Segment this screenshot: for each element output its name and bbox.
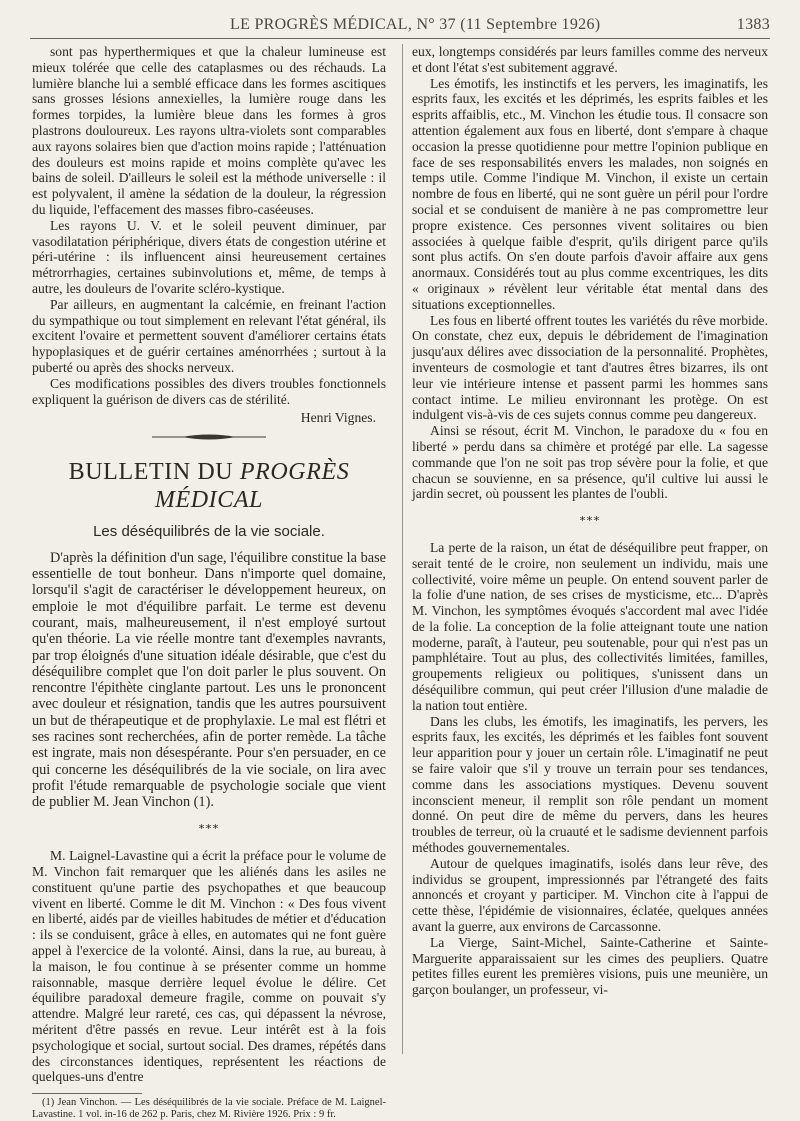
paragraph: eux, longtemps considérés par leurs familles comme des nerveux et dont l'état s'est subitement aggravé. <box>412 44 768 75</box>
column-divider <box>402 44 403 1054</box>
paragraph: D'après la définition d'un sage, l'équilibre constitue la base essentielle de tout bonheur. Dans n'importe quel domaine, lorsqu'il s'agit de caractériser le développement heureux, on emploie le mot d'équilibre parfait. Le terme est devenu courant, mais, malheureusement, il n'est employé surtout qu'en théorie. La vie réelle montre tant d'exemples navrants, par trop éloignés d'une situation idéale désirable, que c'est du déséquilibre complet que l'on doit parler le plus souvent. On rencontre l'épithète cinglante partout. Les uns le prononcent avec douleur et résignation, tandis que les autres poursuivent un but de thérapeutique et de prophylaxie. Le mal est flétri et ses racines sont recherchées, afin de porter remède. La tâche est ingrate, mais non désespérante. Pour s'en persuader, en ce qui concerne les déséquilibrés de la vie sociale, on lira avec profit l'étude remarquable de psychologie sociale que vient de publier M. Jean Vinchon (1). <box>32 549 386 811</box>
header-rule <box>30 38 770 39</box>
article-title: Les déséquilibrés de la vie sociale. <box>93 522 325 540</box>
paragraph: Dans les clubs, les émotifs, les imaginatifs, les pervers, les esprits faux, les excités, les déprimés et les faibles font souvent leur apparition pour y jouer un certain rôle. L'imaginatif ne peut se faire valoir que s'il y trouve un terrain pour ses tendances, comme dans les associations mystiques. Devenu souvent inconscient meneur, il remplit son rôle pendant un moment donné. On peut dire de même du pervers, dans les heures troubles de terreur, où la cruauté et le sadisme deviennent parfois méthodes gouvernementales. <box>412 713 768 856</box>
paragraph: Par ailleurs, en augmentant la calcémie, en freinant l'action du sympathique ou tout simplement en relevant l'état général, ils excitent l'ovaire et permettent souvent d'améliorer certains états hypoplasiques et de guérir certaines aménorrhées ; surtout à la puberté ou après des shocks nerveux. <box>32 296 386 375</box>
right-column <box>412 44 768 998</box>
paragraph: Ainsi se résout, écrit M. Vinchon, le paradoxe du « fou en liberté » perdu dans sa chimère et protégé par elle. La sagesse commande que l'on ne soit pas trop sévère pour la folie, et que chacun se souvienne, en sa présence, qu'il cultive lui aussi le jardin secret, où poussent les plantes de l'oubli. <box>412 423 768 502</box>
section-separator: ⁎⁎⁎ <box>198 818 220 833</box>
footnote: (1) Jean Vinchon. — Les déséquilibrés de la vie sociale. Préface de M. Laignel-Lavastine. 1 vol. in-16 de 262 p. Paris, chez M. Rivière 1926. Prix : 9 fr. <box>32 1097 386 1121</box>
paragraph: Les rayons U. V. et le soleil peuvent diminuer, par vasodilatation périphérique, divers états de congestion utérine et péri-utérine : ils influencent ainsi heureusement certaines métrorrhagies, certaines subinvolutions et, même, de temps à autre, les douleurs de l'ovarite scléro-kystique. <box>32 217 386 296</box>
paragraph: La Vierge, Saint-Michel, Sainte-Catherine et Sainte-Marguerite apparaissaient sur les cimes des peupliers. Quatre petites filles eurent les premières visions, puis une meunière, un garçon boulanger, un professeur, vi- <box>412 934 768 998</box>
paragraph: Ces modifications possibles des divers troubles fonctionnels expliquent la guérison de divers cas de stérilité. <box>32 375 386 407</box>
ornamental-rule <box>32 430 386 444</box>
author-signature: Henri Vignes. <box>300 410 376 426</box>
section-title <box>32 458 386 514</box>
running-header <box>30 12 770 34</box>
paragraph: Les émotifs, les instinctifs et les pervers, les imaginatifs, les esprits faux, les excités et les déprimés, les esprits faibles et les esprits affaiblis, etc., M. Vinchon les étudie tous. Il consacre son attention également aux fous en liberté, dont s'empare à chaque occasion la presse quotidienne pour mettre l'opinion publique en face de ses responsabilités envers les malades, non soignés en temps utile. Comme l'indique M. Vinchon, il existe un certain nombre de fous en liberté, qui ne sont guère un péril pour l'ordre social et se conduisent de manière à ne pas compromettre leur propre existence. Ces personnes vivent solitaires ou bien associées à quelque faible d'esprit, qu'ils dirigent parce qu'ils sont plus actifs. On s'en doute parfois d'avoir affaire aux gens anormaux. Considérés tout au plus comme excentriques, les dits « originaux » révèlent leur véritable état mental dans des situations exceptionnelles. <box>412 75 768 312</box>
left-column <box>32 44 386 1121</box>
paragraph: La perte de la raison, un état de déséquilibre peut frapper, on serait tenté de le croire, non seulement un individu, mais une collectivité, voire même un peuple. On entend souvent parler de la folie d'une nation, de ses crises de mysticisme, etc... D'après M. Vinchon, les symptômes évoqués s'accordent mal avec l'idée de la folie. La conception de la folie atteignant toute une nation moderne, paraît, à l'auteur, peu soutenable, pour qui n'est pas un pamphlétaire. Tout au plus, des collectivités limitées, familles, groupements religieux ou politiques, s'unissent dans un déséquilibre commun, qui peut créer l'illusion d'une maladie de la nation tout entière. <box>412 539 768 713</box>
section-title-italic: PROGRÈS MÉDICAL <box>154 458 350 513</box>
paragraph: sont pas hyperthermiques et que la chaleur lumineuse est mieux tolérée que celle des cataplasmes ou des réchauds. La lumière blanche lui a semblé efficace dans les formes ascitiques sans grosses lésions annexielles, la lumière rouge dans les formes torpides, la lumière bleue dans les formes à gros plastrons douloureux. Les rayons ultra-violets sont comparables aux rayons solaires bien que d'action moins rapide ; l'atténuation des douleurs est moins rapide et moins complète qu'avec les bains de soleil. D'ailleurs le soleil est la méthode universelle : il est polyvalent, il amène la sédation de la douleur, la régression du liquide, l'effacement des masses fibro-caséeuses. <box>32 44 386 217</box>
section-title-plain: BULLETIN DU <box>68 458 234 485</box>
footnote-rule <box>32 1093 142 1094</box>
paragraph: M. Laignel-Lavastine qui a écrit la préface pour le volume de M. Vinchon fait remarquer que les aliénés dans les asiles ne constituent qu'une partie des psychopathes et que beaucoup vivent en liberté. Comme le dit M. Vinchon : « Des fous vivent en liberté, aidés par de vieilles habitudes de métier et d'éducation : ils se conduisent, grâce à elles, en automates qui ne font guère appel à l'exercice de la volonté. Ainsi, dans la rue, au bureau, à la maison, le fou continue à se présenter comme un homme raisonnable, masque derrière lequel évolue le délire. Cet équilibre paradoxal demeure fragile, comme on pouvait s'y attendre. Malgré leur rareté, ces cas, qui dépassent la névrose, méritent d'être passés en revue. Leur intérêt est à la fois psychologique et social, surtout social. Des drames, répétés dans des circonstances identiques, représentent les réactions de quelques-uns d'entre <box>32 848 386 1085</box>
paragraph: Les fous en liberté offrent toutes les variétés du rêve morbide. On constate, chez eux, depuis le débridement de l'imagination jusqu'aux délires avec dissociation de la personnalité. Prophètes, inventeurs de cosmologie et tant d'autres êtres bizarres, ils ont leur vie intérieure intense et passent parmi les hommes sans contact intime. Le milieu environnant les protège. On est indulgent vis-à-vis de ces sujets connus comme peu dangereux. <box>412 312 768 423</box>
section-separator: ⁎⁎⁎ <box>579 510 601 525</box>
journal-title: LE PROGRÈS MÉDICAL, N° 37 (11 Septembre 1926) <box>230 16 601 33</box>
page-number: 1383 <box>736 16 770 33</box>
paragraph: Autour de quelques imaginatifs, isolés dans leur rêve, des individus se groupent, impressionnés par l'étrangeté des faits annoncés et croyant y participer. M. Vinchon cite à l'appui de cette thèse, l'épidémie de visionnaires, éclatée, quelques années avant la guerre, aux environs de Carcassonne. <box>412 855 768 935</box>
